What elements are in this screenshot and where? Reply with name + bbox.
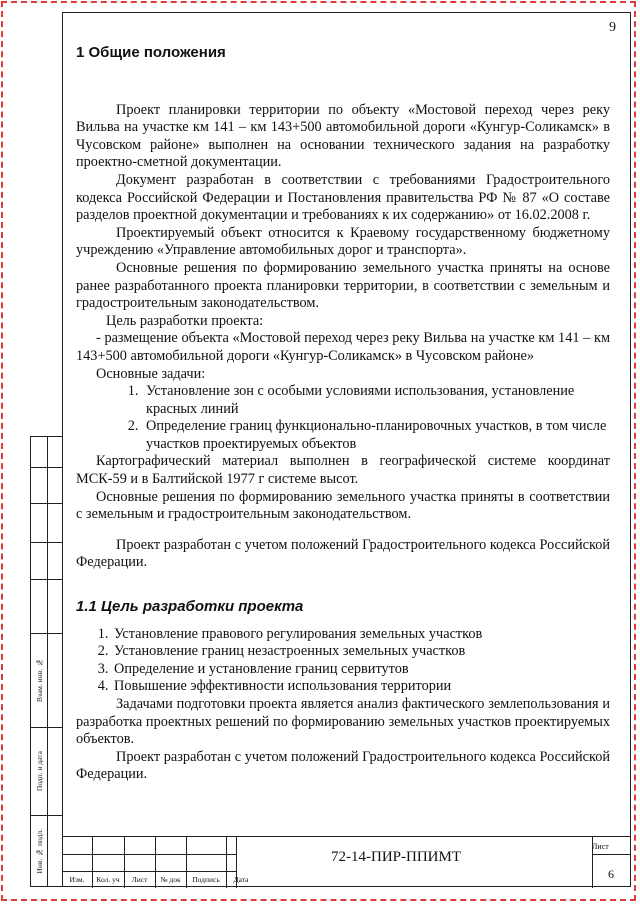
col-podpis: Подпись bbox=[192, 875, 220, 884]
label-inv-podl: Инв. № подл. bbox=[34, 829, 44, 874]
col-izm: Изм. bbox=[69, 875, 85, 884]
paragraph: Основные решения по формированию земельного участка приняты в соответствии с земельным и градостроительным законодательством. bbox=[76, 488, 610, 523]
label-podp-data: Подп. и дата bbox=[34, 750, 44, 792]
goals-list bbox=[76, 626, 610, 696]
sheet-label: Лист bbox=[592, 842, 609, 851]
col-kol-uch: Кол. уч bbox=[96, 875, 120, 884]
list-item: 2. Установление границ незастроенных земельных участков bbox=[112, 643, 610, 661]
goal-text: - размещение объекта «Мостовой переход через реку Вильва на участке км 141 – км 143+500 автомобильной дороги «Кунгур-Соликамск» в Чусовском районе» bbox=[76, 330, 610, 364]
paragraph: Документ разработан в соответствии с требованиями Градостроительного кодекса Российской Федерации и Постановления правительства РФ № 87 «О составе разделов проектной документации и требованиях к их содержанию» от 16.02.2008 г. bbox=[76, 171, 610, 224]
paragraph: Проектируемый объект относится к Краевому государственному бюджетному учреждению «Управление автомобильных дорог и транспорта». bbox=[76, 224, 610, 259]
paragraph: Задачами подготовки проекта является анализ фактического землепользования и разработка проектных решений по формированию земельных участков проектируемых объектов. bbox=[76, 696, 610, 748]
tasks-label: Основные задачи: bbox=[96, 365, 206, 382]
list-item: 3. Определение и установление границ сервитутов bbox=[112, 661, 610, 679]
page-number-top: 9 bbox=[609, 20, 616, 35]
col-data: Дата bbox=[233, 875, 249, 884]
paragraph: Проект планировки территории по объекту «Мостовой переход через реку Вильва на участке км 141 – км 143+500 автомобильной дороги «Кунгур-Соликамск» в Чусовском районе» выполнен на основании технического задания на разработку проектно-сметной документации. bbox=[76, 101, 610, 171]
col-list: Лист bbox=[131, 875, 148, 884]
tasks-list bbox=[76, 383, 610, 453]
section-1-1-title: 1.1 Цель разработки проекта bbox=[76, 598, 304, 616]
sheet-number: 6 bbox=[608, 867, 614, 881]
paragraph: Основные решения по формированию земельного участка приняты на основе ранее разработанного проекта планировки территории, в соответствии с земельным и градостроительным законодательством. bbox=[76, 259, 610, 312]
paragraph: Проект разработан с учетом положений Градостроительного кодекса Российской Федерации. bbox=[76, 748, 610, 783]
list-item: 1. Установление зон с особыми условиями использования, установление красных линий bbox=[142, 383, 610, 418]
list-item: 2. Определение границ функционально-планировочных участков, в том числе участков проектируемых объектов bbox=[142, 418, 610, 453]
title-block bbox=[62, 836, 631, 887]
label-inv-vzam: Взам. инв. № bbox=[34, 657, 44, 703]
document-code: 72-14-ПИР-ППИМТ bbox=[331, 849, 461, 865]
section-1-title: 1 Общие положения bbox=[76, 44, 226, 61]
list-item: 1. Установление правового регулирования земельных участков bbox=[112, 626, 610, 644]
paragraph: Картографический материал выполнен в географической системе координат МСК-59 и в Балтийской 1977 г системе высот. bbox=[76, 453, 610, 488]
binding-column bbox=[30, 436, 62, 887]
document-body bbox=[76, 30, 610, 784]
goal-label: Цель разработки проекта: bbox=[106, 312, 264, 329]
paragraph: Проект разработан с учетом положений Градостроительного кодекса Российской Федерации. bbox=[76, 536, 610, 571]
list-item: 4. Повышение эффективности использования территории bbox=[112, 678, 610, 696]
col-n-dok: № док bbox=[160, 875, 181, 884]
